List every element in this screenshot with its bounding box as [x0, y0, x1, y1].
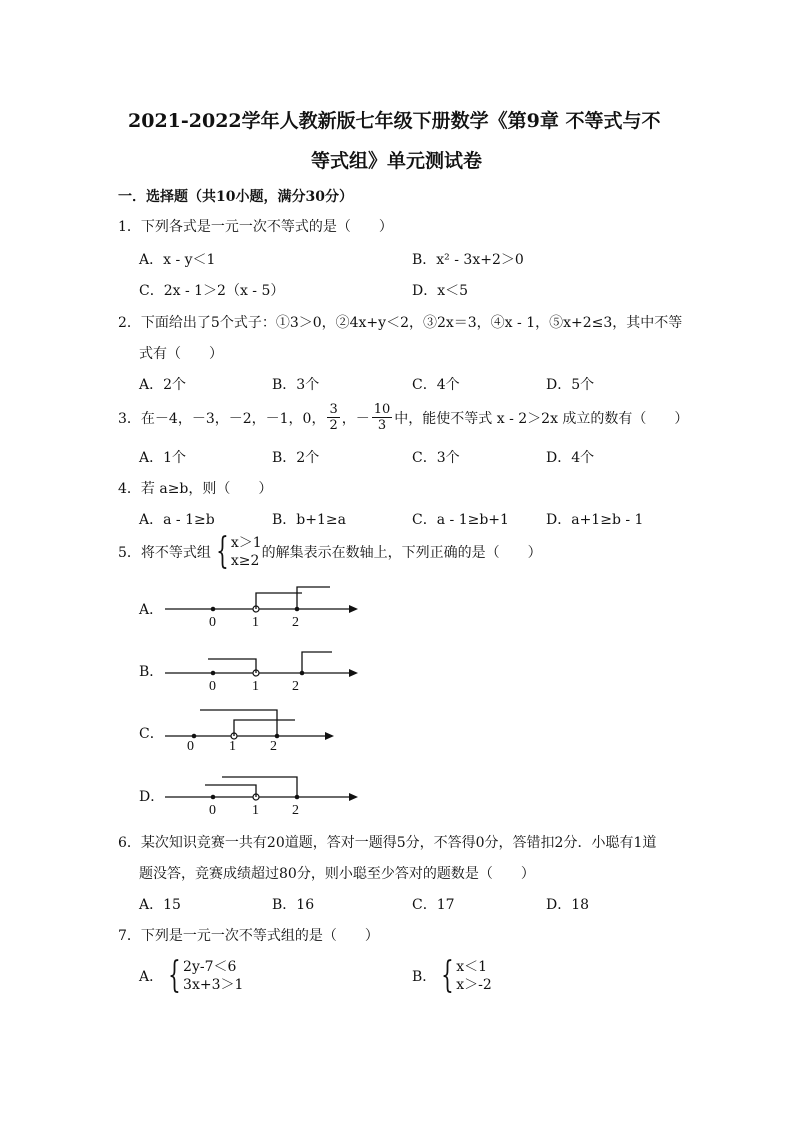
question-2-stem-line1: 2．下面给出了5个式子：①3＞0，②4x+y＜2，③2x＝3，④x - 1，⑤x+2≤3，其中不等 — [118, 315, 683, 331]
tick-label-1: 1 — [252, 679, 259, 694]
tick-label-0: 0 — [209, 615, 216, 630]
question-6-stem-line1: 6．某次知识竞赛一共有20道题，答对一题得5分，不答得0分，答错扣2分．小聪有1道 — [118, 835, 657, 851]
q3-separator: ，－ — [341, 410, 370, 427]
q7-b-line2: x＞-2 — [456, 977, 492, 993]
q3-frac1-denominator: 2 — [329, 418, 338, 433]
tick-point-0 — [211, 607, 216, 612]
q5-option-d-label: D． — [139, 789, 165, 805]
q5-stem-prefix: 5．将不等式组 — [118, 545, 211, 561]
q7-option-a-label: A． — [139, 969, 164, 985]
tick-point-0 — [211, 795, 216, 800]
q7-option-b-system — [436, 955, 492, 996]
q3-option-d: D．4个 — [546, 450, 595, 466]
solution-bracket-left — [208, 659, 256, 673]
q3-frac1-numerator: 3 — [329, 402, 338, 417]
q6-option-a: A．15 — [139, 897, 181, 913]
q3-frac2-numerator: 10 — [373, 402, 391, 417]
solution-bracket-x-ge-2 — [297, 587, 330, 609]
q7-b-line1: x＜1 — [456, 959, 488, 975]
question-5-stem — [118, 531, 542, 572]
q5-system-line2: x≥2 — [230, 553, 260, 569]
question-1-stem: 1．下列各式是一元一次不等式的是（ ） — [118, 219, 393, 235]
q2-option-a: A．2个 — [139, 377, 187, 393]
tick-label-0: 0 — [187, 739, 194, 754]
brace-icon: { — [441, 955, 455, 996]
question-4-stem: 4．若 a≥b，则（ ） — [118, 481, 273, 497]
tick-label-0: 0 — [209, 679, 216, 694]
arrow-icon — [349, 793, 358, 801]
q3-option-c: C．3个 — [412, 450, 460, 466]
q6-option-d: D．18 — [546, 897, 590, 913]
q1-option-d: D．x＜5 — [412, 283, 469, 299]
q3-stem-prefix: 3．在－4，－3，－2，－1，0， — [118, 410, 326, 427]
q7-option-b-label: B． — [412, 969, 437, 985]
q1-option-b: B．x² - 3x+2＞0 — [412, 252, 524, 268]
q3-stem-suffix: 中，能使不等式 x - 2＞2x 成立的数有（ ） — [394, 410, 689, 427]
solution-bracket-upper — [200, 710, 277, 736]
tick-label-1: 1 — [252, 615, 259, 630]
tick-label-0: 0 — [209, 803, 216, 818]
page-title-line1: 2021-2022学年人教新版七年级下册数学《第9章 不等式与不 — [128, 110, 661, 132]
q6-option-b: B．16 — [272, 897, 315, 913]
tick-label-2: 2 — [292, 615, 299, 630]
q3-option-b: B．2个 — [272, 450, 320, 466]
tick-point-0 — [211, 671, 216, 676]
q4-option-d: D．a+1≥b - 1 — [546, 512, 644, 528]
tick-point-0 — [192, 734, 197, 739]
question-2-stem-line2: 式有（ ） — [139, 346, 223, 362]
tick-label-1: 1 — [229, 739, 236, 754]
q5-option-a-number-line — [160, 582, 365, 632]
solution-bracket-upper — [222, 777, 297, 797]
q5-stem-suffix: 的解集表示在数轴上，下列正确的是（ ） — [261, 545, 542, 561]
solution-bracket-lower — [234, 720, 295, 736]
q3-option-a: A．1个 — [139, 450, 187, 466]
q1-option-c: C．2x - 1＞2（x - 5） — [139, 283, 285, 299]
q5-option-a-label: A． — [139, 602, 164, 618]
tick-label-2: 2 — [270, 739, 277, 754]
q5-option-b-label: B． — [139, 664, 164, 680]
q4-option-b: B．b+1≥a — [272, 512, 346, 528]
q3-fraction-2 — [372, 402, 393, 433]
brace-icon: { — [216, 531, 229, 572]
arrow-icon — [349, 669, 358, 677]
q3-fraction-1 — [327, 402, 339, 433]
section-heading: 一．选择题（共10小题，满分30分） — [118, 189, 353, 205]
brace-icon: { — [168, 955, 181, 996]
solution-bracket-right — [302, 652, 332, 673]
q2-option-d: D．5个 — [546, 377, 595, 393]
q2-option-c: C．4个 — [412, 377, 460, 393]
solution-bracket-x-gt-1 — [256, 593, 302, 609]
q7-option-b — [412, 955, 492, 996]
q7-a-line1: 2y-7＜6 — [183, 959, 237, 975]
q1-option-a: A．x - y＜1 — [139, 252, 216, 268]
question-3-stem — [118, 402, 688, 433]
q7-option-a — [139, 955, 244, 996]
q5-option-b-number-line — [160, 646, 365, 696]
question-7-stem: 7．下列是一元一次不等式组的是（ ） — [118, 928, 379, 944]
q7-a-line2: 3x+3＞1 — [183, 977, 244, 993]
q4-option-a: A．a - 1≥b — [139, 512, 215, 528]
q2-option-b: B．3个 — [272, 377, 320, 393]
q3-frac2-denominator: 3 — [377, 418, 387, 433]
q7-option-a-system — [163, 955, 244, 996]
q5-option-d-number-line — [160, 770, 365, 820]
page-title-line2: 等式组》单元测试卷 — [311, 150, 483, 172]
question-6-stem-line2: 题没答，竞赛成绩超过80分，则小聪至少答对的题数是（ ） — [139, 866, 535, 882]
q5-system-line1: x＞1 — [230, 535, 262, 551]
tick-label-2: 2 — [292, 679, 299, 694]
arrow-icon — [349, 605, 358, 613]
q5-inequality-system — [211, 531, 262, 572]
tick-label-1: 1 — [252, 803, 259, 818]
q4-option-c: C．a - 1≥b+1 — [412, 512, 509, 528]
arrow-icon — [325, 732, 334, 740]
tick-label-2: 2 — [292, 803, 299, 818]
q5-option-c-number-line — [160, 706, 345, 756]
q6-option-c: C．17 — [412, 897, 455, 913]
q5-option-c-label: C． — [139, 726, 164, 742]
